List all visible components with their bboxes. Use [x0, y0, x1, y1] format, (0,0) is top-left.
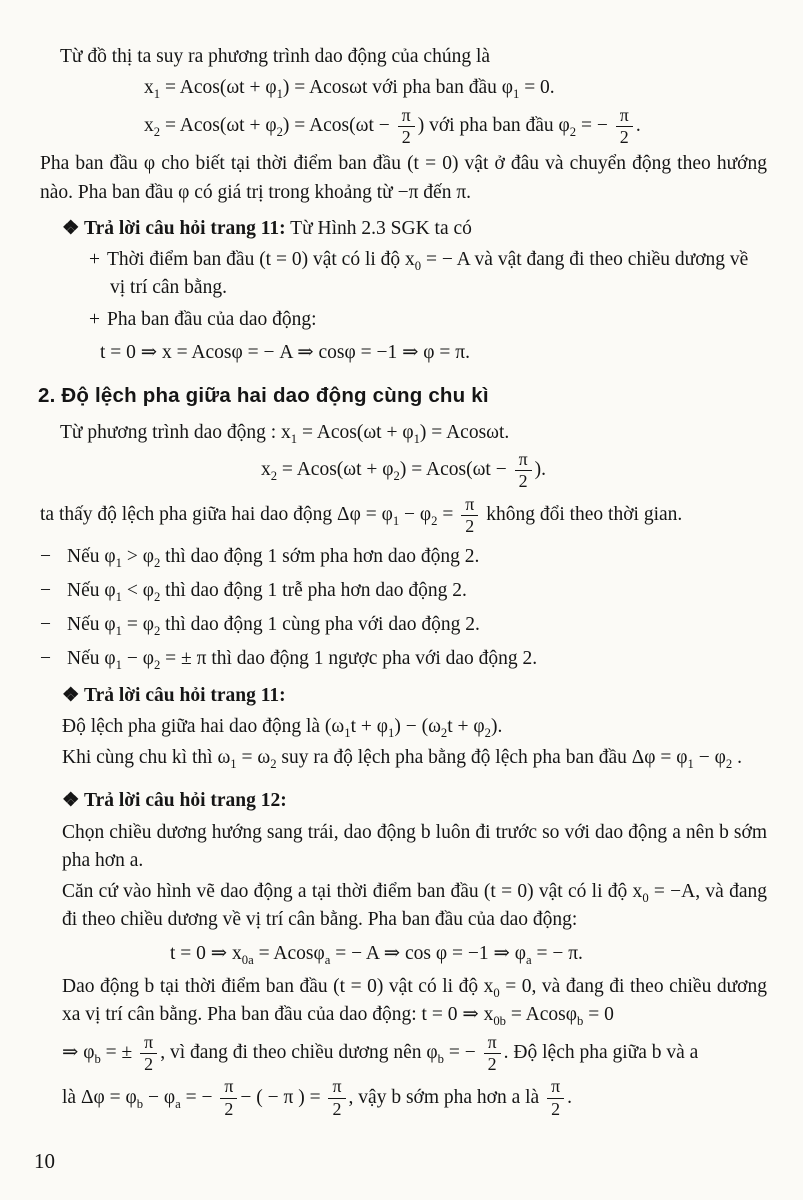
list-item [40, 543, 767, 571]
list-marker: + [89, 308, 100, 330]
line-text: $x_1 = Acos(\omega t + \varphi_1) = Acos\omega t$ với pha ban đầu $\varphi_1 = 0$. [144, 77, 555, 102]
formula-line [40, 450, 767, 492]
paragraph [40, 150, 767, 207]
paragraph [40, 495, 767, 537]
answer-paragraph [62, 878, 767, 935]
list-item [40, 645, 767, 673]
answer-paragraph [62, 1077, 767, 1119]
line-text: t = 0 ⇒ x = Acosφ = − A ⇒ cosφ = −1 ⇒ φ = π. [100, 341, 471, 363]
list-marker: − [40, 614, 51, 636]
line-text: Từ phương trình dao động : $x_1 = Acos(\omega t + \varphi_1) = Acos\omega t$. [60, 421, 510, 446]
line-text: Nếu $\varphi_1 < \varphi_2$ thì dao động 1 trễ pha hơn dao động 2. [67, 579, 467, 604]
list-marker: + [89, 249, 100, 271]
list-marker: − [40, 579, 51, 601]
line-text: t = 0 ⇒ $x_{0a} = Acos\varphi_a$ = − A ⇒ cos φ = −1 ⇒ $\varphi_a$ = − π. [170, 942, 583, 967]
line-text: Thời điểm ban đầu (t = 0) vật có li độ $x_0$ = − A và vật đang đi theo chiều dương về vị trí cân bằng. [107, 249, 749, 299]
formula-line [40, 106, 767, 148]
answer-label [62, 787, 767, 815]
line-text: $x_2 = Acos(\omega t + \varphi_2) = Acos(\omega t$ − $\frac{\pi}{2}$ ) với pha ban đầu $\varphi_2$ = − $\frac{\pi}{2}$ . [144, 104, 641, 147]
fraction: $\frac{\pi}{2}$ [484, 1033, 501, 1075]
line-text: Độ lệch pha giữa hai dao động là $(\omega_1t + \varphi_1) - (\omega_2t + \varphi_2)$. [62, 715, 503, 740]
document-content [40, 40, 767, 1122]
fraction: $\frac{\pi}{2}$ [140, 1033, 157, 1075]
answer-label [62, 215, 767, 243]
formula-line [40, 940, 767, 968]
paragraph [40, 419, 767, 447]
fraction: $\frac{\pi}{2}$ [515, 450, 532, 492]
line-text: Pha ban đầu của dao động: [107, 308, 317, 330]
line-text: Từ đồ thị ta suy ra phương trình dao động của chúng là [60, 46, 491, 67]
section-heading [38, 381, 767, 411]
line-text: Khi cùng chu kì thì $\omega_1 = \omega_2$ suy ra độ lệch pha bằng độ lệch pha ban đầu $\Delta\varphi = \varphi_1 - \varphi_2$ . [62, 747, 742, 772]
line-text: ⇒ $\varphi_b$ = ± $\frac{\pi}{2}$ , vì đang đi theo chiều dương nên $\varphi_b$ = − $\frac{\pi}{2}$ . Độ lệch pha giữa b và a [62, 1031, 699, 1074]
answer-paragraph [62, 819, 767, 876]
list-item [40, 577, 767, 605]
page-number: 10 [34, 1149, 55, 1173]
list-marker: − [40, 648, 51, 670]
sub-list-item [40, 306, 767, 334]
line-text: là $\Delta\varphi = \varphi_b - \varphi_a$ = − $\frac{\pi}{2}$ − ( − π ) = $\frac{\pi}{2}$ , vậy b sớm pha hơn a là $\frac{\pi}{2}$ . [62, 1076, 573, 1119]
formula-line [40, 339, 767, 367]
line-text: ta thấy độ lệch pha giữa hai dao động $\Delta\varphi = \varphi_1 - \varphi_2$ = $\frac{\pi}{2}$ không đổi theo thời gian. [40, 493, 683, 537]
line-text: Dao động b tại thời điểm ban đầu (t = 0) vật có li độ $x_0 = 0$, và đang đi theo chiều dương xa vị trí cân bằng. Pha ban đầu của dao động: t = 0 ⇒ $x_{0b} = Acos\varphi_b = 0$ [62, 975, 767, 1029]
list-marker: − [40, 545, 51, 567]
line-text: Chọn chiều dương hướng sang trái, dao động b luôn đi trước so với dao động a nên b sớm pha hơn a. [62, 821, 767, 871]
answer-paragraph [62, 744, 767, 772]
formula-line [40, 74, 767, 102]
line-text: Nếu $\varphi_1 > \varphi_2$ thì dao động 1 sớm pha hơn dao động 2. [67, 545, 480, 570]
line-text: Nếu $\varphi_1 = \varphi_2$ thì dao động 1 cùng pha với dao động 2. [67, 614, 480, 638]
line-text: 2. Độ lệch pha giữa hai dao động cùng chu kì [38, 384, 489, 408]
answer-label [62, 682, 767, 710]
line-text: Nếu $\varphi_1 - \varphi_2$ = ± π thì dao động 1 ngược pha với dao động 2. [67, 648, 538, 673]
sub-list-item [40, 246, 767, 303]
fraction: $\frac{\pi}{2}$ [398, 106, 415, 148]
answer-paragraph [62, 713, 767, 741]
fraction: $\frac{\pi}{2}$ [616, 106, 633, 148]
line-text: Căn cứ vào hình vẽ dao động a tại thời điểm ban đầu (t = 0) vật có li độ $x_0 = -A$, và đang đi theo chiều dương về vị trí cân bằng. Pha ban đầu của dao động: [62, 881, 767, 931]
fraction: $\frac{\pi}{2}$ [547, 1077, 564, 1119]
line-text: $x_2 = Acos(\omega t + \varphi_2) = Acos(\omega t$ − $\frac{\pi}{2}$ ). [260, 449, 547, 492]
fraction: $\frac{\pi}{2}$ [220, 1077, 237, 1119]
list-item [40, 611, 767, 639]
line-text: ❖ Trả lời câu hỏi trang 11: Từ Hình 2.3 SGK ta có [62, 217, 472, 239]
line-text: ❖ Trả lời câu hỏi trang 12: [62, 790, 287, 812]
answer-paragraph [62, 1033, 767, 1075]
fraction: $\frac{\pi}{2}$ [461, 495, 478, 537]
answer-paragraph [62, 973, 767, 1030]
line-text: Pha ban đầu φ cho biết tại thời điểm ban đầu (t = 0) vật ở đâu và chuyển động theo hướng nào. Pha ban đầu φ có giá trị trong khoảng từ −π đến π. [40, 153, 767, 203]
fraction: $\frac{\pi}{2}$ [328, 1077, 345, 1119]
line-text: ❖ Trả lời câu hỏi trang 11: [62, 684, 286, 706]
paragraph [40, 43, 767, 71]
